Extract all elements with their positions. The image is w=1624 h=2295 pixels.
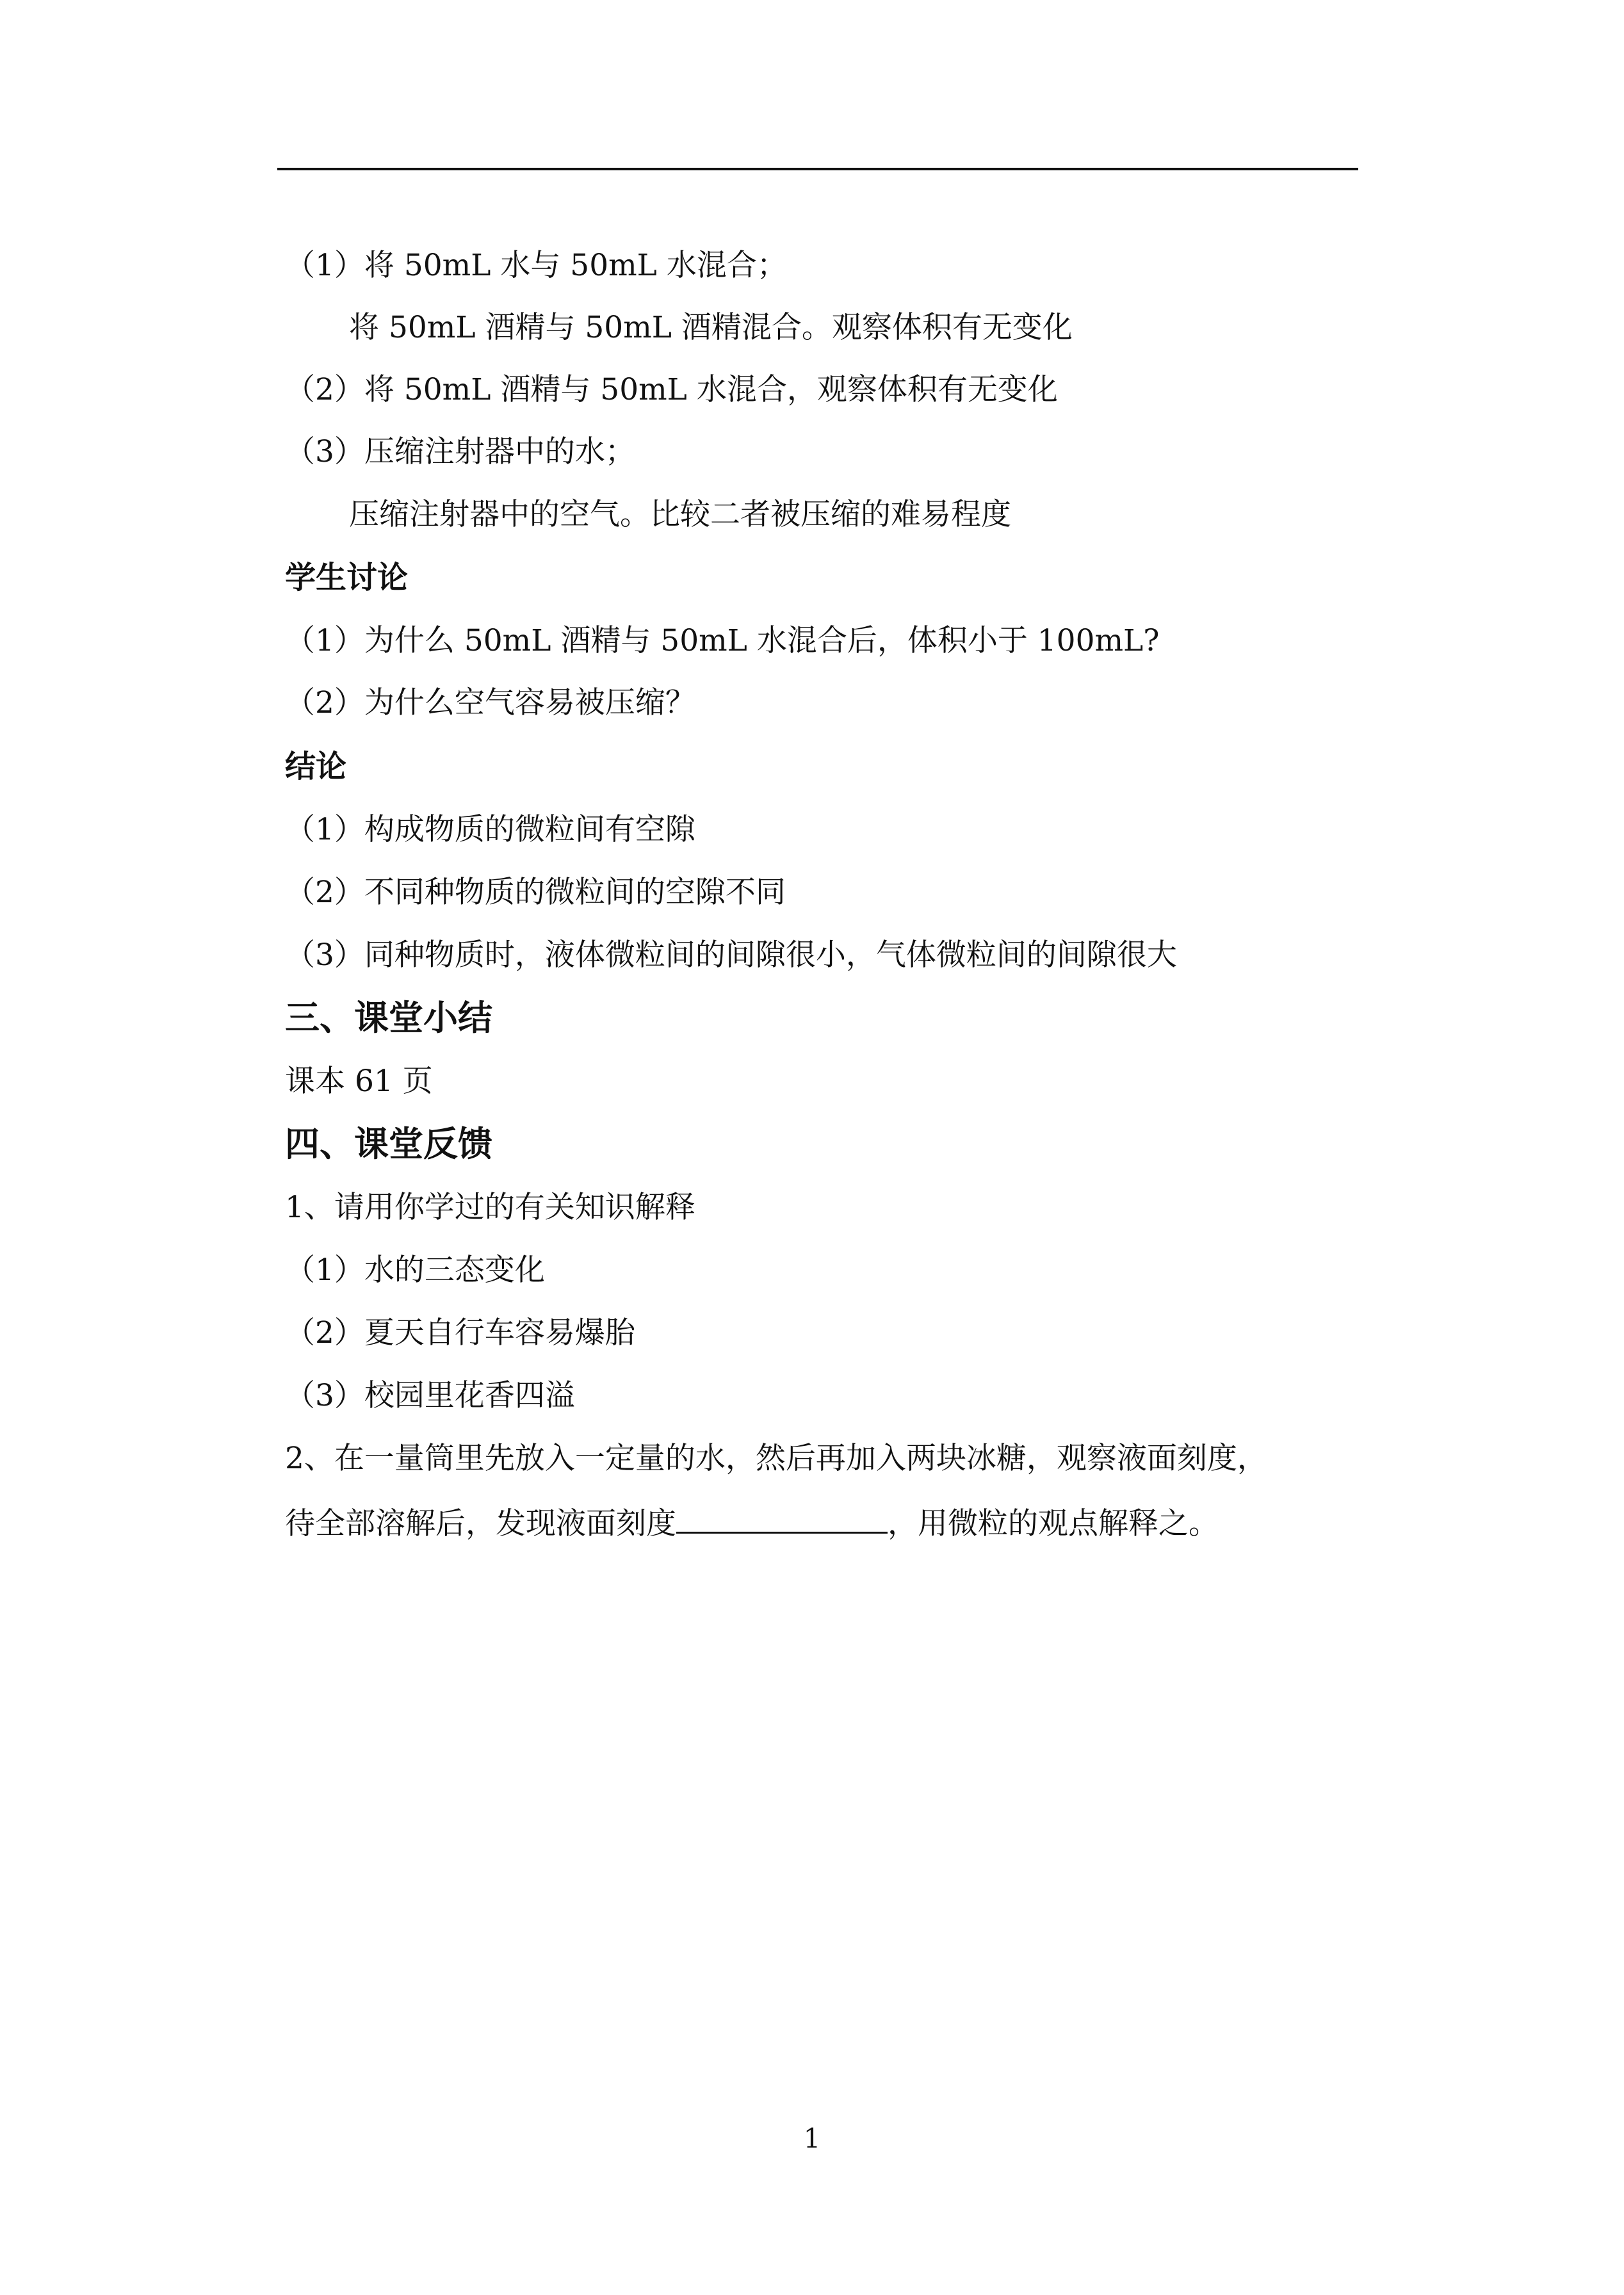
q2-text-after-blank: ，用微粒的观点解释之。	[888, 1506, 1219, 1541]
feedback-question-1: 1、请用你学过的有关知识解释	[285, 1190, 695, 1225]
conclusion-item-3: （3）同种物质时，液体微粒间的间隙很小，气体微粒间的间隙很大	[285, 937, 1177, 973]
feedback-q1-item-2: （2）夏天自行车容易爆胎	[285, 1315, 635, 1350]
experiment-3: （3）压缩注射器中的水；	[285, 434, 635, 469]
conclusion-item-1: （1）构成物质的微粒间有空隙	[285, 812, 695, 847]
feedback-heading: 四、课堂反馈	[285, 1124, 492, 1164]
experiment-2: （2）将 50mL 酒精与 50mL 水混合，观察体积有无变化	[285, 372, 1058, 407]
feedback-q1-item-1: （1）水的三态变化	[285, 1253, 545, 1288]
header-rule	[277, 168, 1358, 170]
answer-blank[interactable]	[676, 1502, 888, 1534]
summary-heading: 三、课堂小结	[285, 998, 492, 1038]
summary-text: 课本 61 页	[285, 1064, 433, 1099]
conclusion-heading: 结论	[285, 749, 347, 784]
q2-text-before-blank: 待全部溶解后，发现液面刻度	[285, 1506, 676, 1541]
experiment-1: （1）将 50mL 水与 50mL 水混合；	[285, 248, 787, 283]
discussion-heading: 学生讨论	[285, 560, 409, 596]
feedback-question-2-line-2	[285, 1502, 1219, 1543]
experiment-3b: 压缩注射器中的空气。比较二者被压缩的难易程度	[349, 497, 1011, 532]
discussion-item-1: （1）为什么 50mL 酒精与 50mL 水混合后，体积小于 100mL?	[285, 623, 1160, 658]
experiment-1b: 将 50mL 酒精与 50mL 酒精混合。观察体积有无变化	[349, 310, 1073, 345]
feedback-q1-item-3: （3）校园里花香四溢	[285, 1378, 575, 1413]
discussion-item-2: （2）为什么空气容易被压缩？	[285, 685, 695, 720]
conclusion-item-2: （2）不同种物质的微粒间的空隙不同	[285, 875, 786, 910]
feedback-question-2-line-1: 2、在一量筒里先放入一定量的水，然后再加入两块冰糖，观察液面刻度，	[285, 1441, 1267, 1476]
page-number: 1	[803, 2123, 821, 2154]
